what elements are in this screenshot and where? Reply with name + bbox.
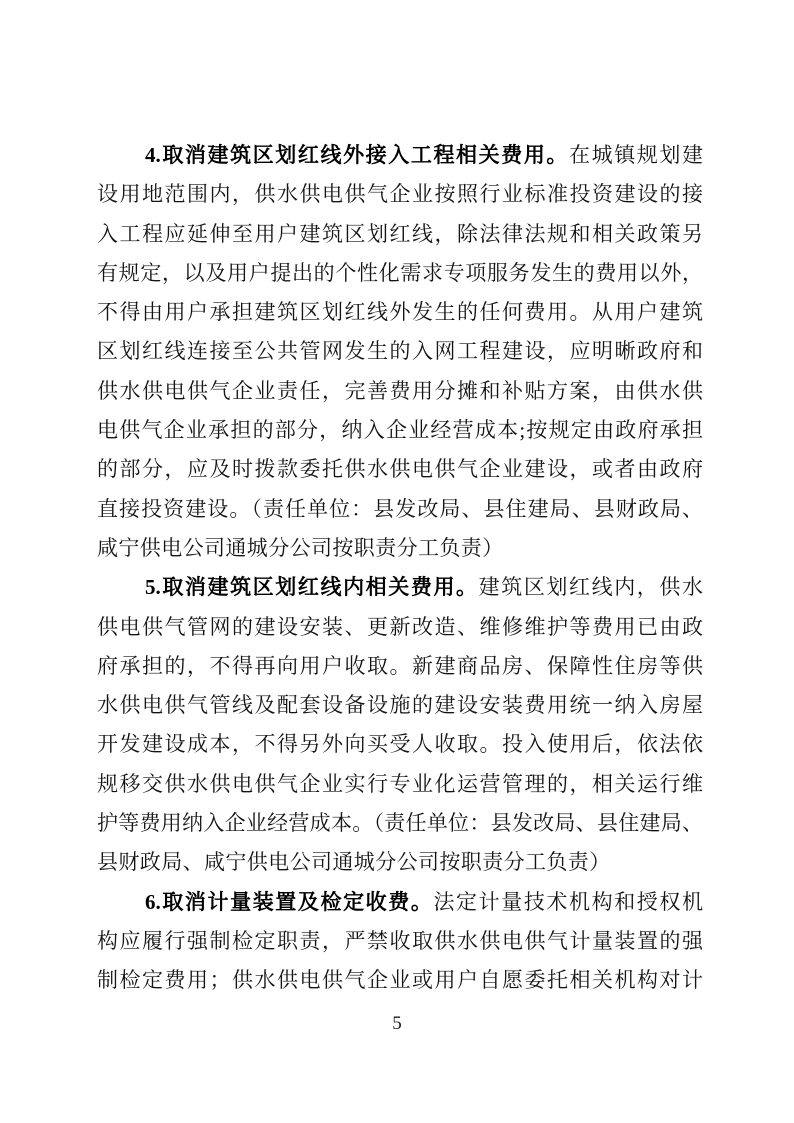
- line-text: 直接投资建设。（责任单位：县发改局、县住建局、县财政局、: [97, 496, 703, 521]
- line-text: 有规定，以及用户提出的个性化需求专项服务发生的费用以外，: [97, 260, 703, 285]
- line-text: 制检定费用；供水供电供气企业或用户自愿委托相关机构对计: [97, 968, 703, 993]
- line-text: 的部分，应及时拨款委托供水供电供气企业建设，或者由政府: [97, 457, 703, 482]
- section-5-heading: 5.取消建筑区划红线内相关费用。: [145, 575, 479, 600]
- section-6-line-3: [97, 961, 703, 1000]
- line-text: 构应履行强制检定职责，严禁收取供水供电供气计量装置的强: [97, 928, 703, 953]
- line-text: 供电供气管网的建设安装、更新改造、维修维护等费用已由政: [97, 614, 703, 639]
- line-text: 区划红线连接至公共管网发生的入网工程建设，应明晰政府和: [97, 339, 703, 364]
- section-4-line-9: [97, 450, 703, 489]
- section-4-line-11: [97, 529, 703, 568]
- line-text: 设用地范围内，供水供电供气企业按照行业标准投资建设的接: [97, 182, 703, 207]
- section-4-line-10: [97, 490, 703, 529]
- line-text: 不得由用户承担建筑区划红线外发生的任何费用。从用户建筑: [97, 300, 703, 325]
- line-text: 供水供电供气企业责任，完善费用分摊和补贴方案，由供水供: [97, 378, 703, 403]
- line-text: 府承担的，不得再向用户收取。新建商品房、保障性住房等供: [97, 653, 703, 678]
- section-5-line-5: [97, 725, 703, 764]
- line-text: 规移交供水供电供气企业实行专业化运营管理的，相关运行维: [97, 771, 703, 796]
- section-5-line-2: [97, 608, 703, 647]
- document-body: [97, 136, 703, 1001]
- section-5-line-7: [97, 804, 703, 843]
- line-text: 水供电供气管线及配套设备设施的建设安装费用统一纳入房屋: [97, 693, 703, 718]
- line-text: 县财政局、咸宁供电公司通城分公司按职责分工负责）: [97, 850, 611, 875]
- line-text: 电供气企业承担的部分，纳入企业经营成本;按规定由政府承担: [97, 418, 703, 443]
- section-5-line-8: [97, 843, 703, 882]
- section-4-line-5: [97, 293, 703, 332]
- line-text: 护等费用纳入企业经营成本。（责任单位：县发改局、县住建局、: [97, 811, 703, 836]
- section-6-line-1: [97, 883, 703, 922]
- section-4-line-3: [97, 215, 703, 254]
- section-5-line-1: [97, 568, 703, 607]
- section-4-line-8: [97, 411, 703, 450]
- section-6-line-2: [97, 922, 703, 961]
- section-4-heading: 4.取消建筑区划红线外接入工程相关费用。: [145, 143, 570, 167]
- line-text: 入工程应延伸至用户建筑区划红线，除法律法规和相关政策另: [97, 221, 703, 246]
- section-4-line-7: [97, 372, 703, 411]
- section-5-line-4: [97, 686, 703, 725]
- page-number: 5: [392, 1013, 402, 1034]
- section-4-line-4: [97, 254, 703, 293]
- line-text: 法定计量技术机构和授权机: [433, 889, 703, 914]
- section-6-heading: 6.取消计量装置及检定收费。: [145, 889, 434, 914]
- line-text: 开发建设成本，不得另外向买受人收取。投入使用后，依法依: [97, 732, 703, 757]
- line-text: 咸宁供电公司通城分公司按职责分工负责）: [97, 535, 504, 560]
- line-text: 在城镇规划建: [569, 143, 703, 167]
- section-5-line-6: [97, 765, 703, 804]
- section-4-line-1: [97, 136, 703, 175]
- section-4-line-2: [97, 175, 703, 214]
- line-text: 建筑区划红线内，供水: [478, 575, 703, 600]
- section-4-line-6: [97, 332, 703, 371]
- section-5-line-3: [97, 647, 703, 686]
